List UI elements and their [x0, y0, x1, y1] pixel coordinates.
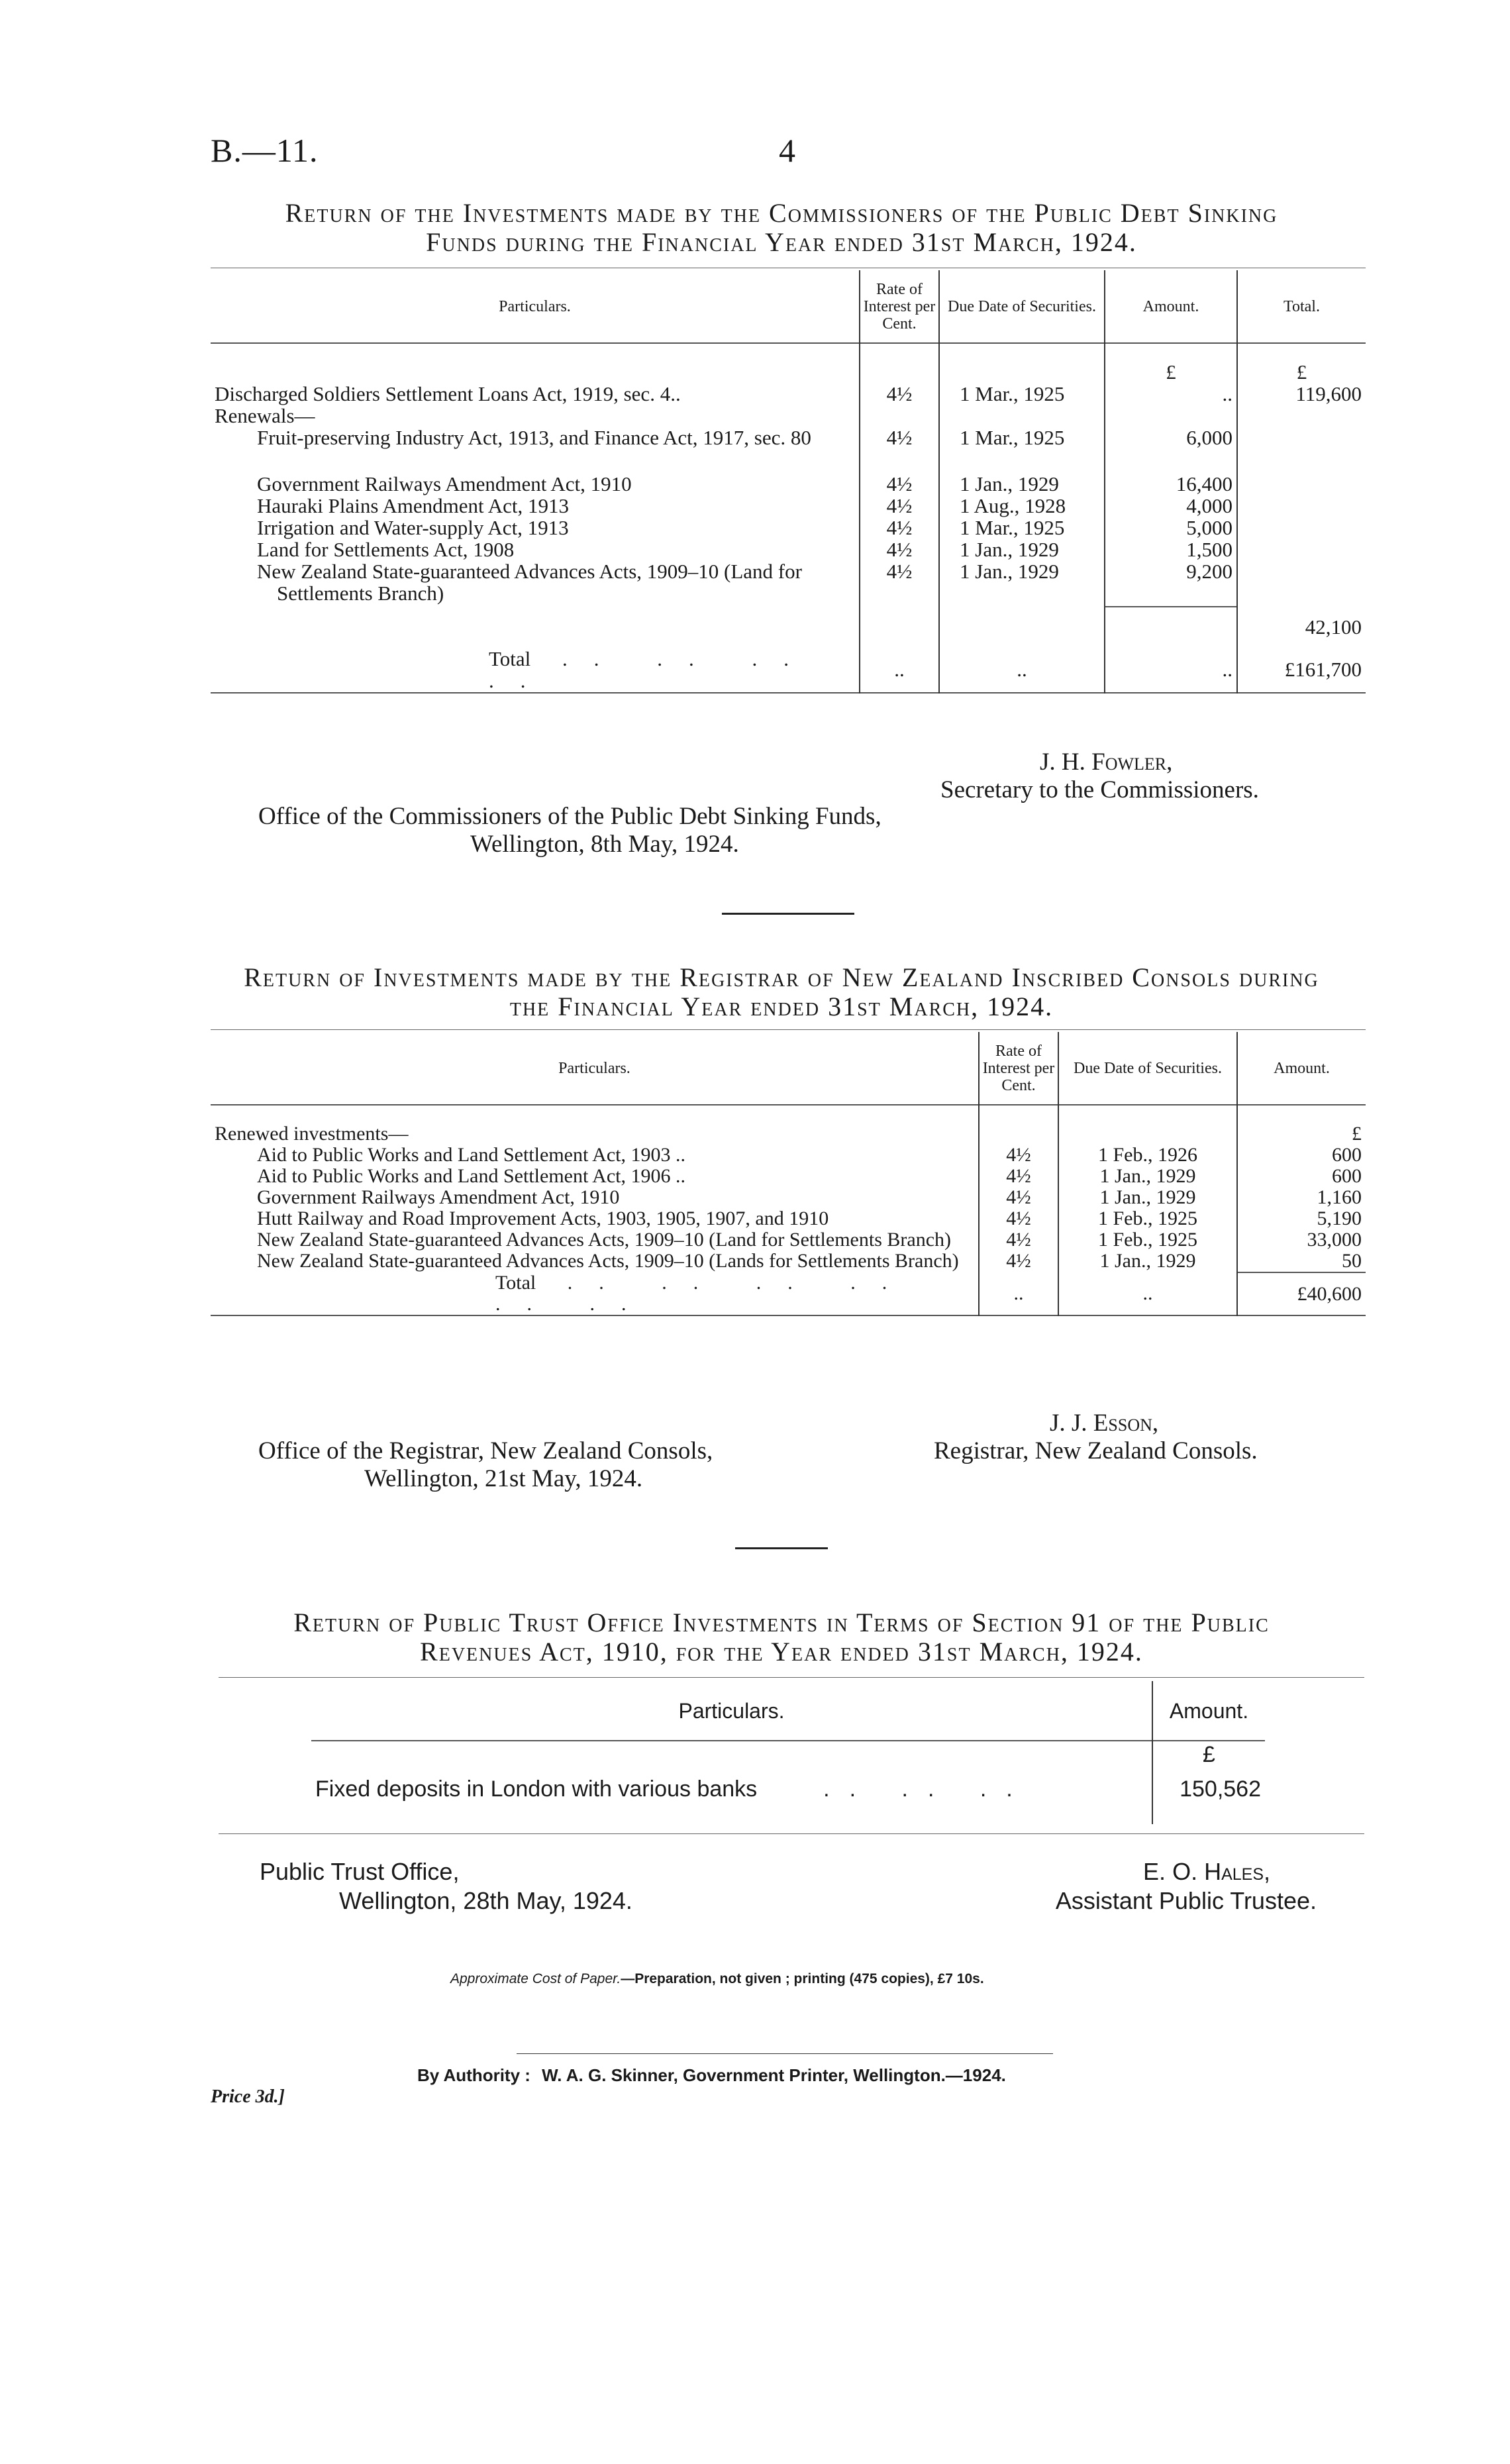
row-particulars: Hutt Railway and Road Improvement Acts, 1903, 1905, 1907, and 1910 — [257, 1207, 829, 1229]
row-due: 1 Aug., 1928 — [939, 495, 1105, 517]
table-row — [211, 1208, 1366, 1229]
table-row — [211, 539, 1366, 560]
sinking-office — [258, 803, 881, 858]
row-due: 1 Jan., 1929 — [939, 560, 1105, 607]
row-total: 119,600 — [1237, 383, 1366, 405]
office-line2: Wellington, 28th May, 1924. — [339, 1887, 632, 1914]
authority-prefix: By Authority : — [417, 2065, 530, 2085]
row-due: 1 Feb., 1925 — [1058, 1208, 1237, 1229]
row-amount: 1,160 — [1237, 1187, 1366, 1208]
table-row — [211, 1187, 1366, 1208]
grand-total: £161,700 — [1237, 646, 1366, 693]
table-row — [211, 517, 1366, 539]
authority-line — [417, 2065, 1006, 2086]
sinking-title-line1: Return of the Investments made by the Commissioners of the Public Debt Sinking — [285, 198, 1278, 228]
row-due: 1 Jan., 1929 — [1058, 1187, 1237, 1208]
office-line1: Office of the Registrar, New Zealand Consols, — [258, 1437, 713, 1464]
currency-symbol: £ — [1105, 343, 1237, 383]
trust-table — [311, 1681, 1265, 1824]
col-due-date: Due Date of Securities. — [939, 270, 1105, 343]
table-row — [211, 383, 1366, 405]
consols-title-line1: Return of Investments made by the Registrar of New Zealand Inscribed Consols during — [244, 962, 1319, 992]
row-particulars: Government Railways Amendment Act, 1910 — [257, 472, 632, 495]
cost-text: —Preparation, not given ; printing (475 copies), £7 10s. — [621, 1971, 984, 1986]
row-particulars: Hauraki Plains Amendment Act, 1913 — [257, 494, 569, 517]
cost-of-paper — [450, 1971, 984, 1987]
signer-title: Registrar, New Zealand Consols. — [934, 1437, 1258, 1464]
row-amount: .. — [1105, 383, 1237, 405]
row-particulars: New Zealand State-guaranteed Advances Acts, 1909–10 (Land for Settlements Branch) — [257, 560, 802, 605]
table-row — [211, 495, 1366, 517]
row-amount: 600 — [1237, 1166, 1366, 1187]
row-particulars: Irrigation and Water-supply Act, 1913 — [257, 516, 569, 539]
col-amount: Amount. — [1237, 1032, 1366, 1105]
col-rate: Rate of Interest per Cent. — [979, 1032, 1058, 1105]
row-due: 1 Jan., 1929 — [939, 539, 1105, 560]
consols-title-line2: the Financial Year ended 31st March, 1924. — [509, 992, 1054, 1021]
table-row — [211, 1229, 1366, 1251]
trust-office — [260, 1857, 632, 1916]
row-rate: 4½ — [860, 495, 939, 517]
row-rate: 4½ — [860, 473, 939, 495]
table-row — [211, 473, 1366, 495]
row-particulars: Aid to Public Works and Land Settlement Act, 1906 .. — [257, 1165, 685, 1187]
row-due: 1 Mar., 1925 — [939, 427, 1105, 473]
section-divider — [722, 913, 854, 915]
row-particulars: Fixed deposits in London with various banks — [315, 1776, 758, 1802]
row-amount: 50 — [1237, 1251, 1366, 1272]
sinking-title-line2: Funds during the Financial Year ended 31st March, 1924. — [426, 227, 1137, 257]
row-particulars: Renewals— — [215, 404, 315, 427]
consols-table — [211, 1032, 1366, 1316]
table-row — [211, 1166, 1366, 1187]
row-amount: 600 — [1237, 1145, 1366, 1166]
page-number: 4 — [779, 132, 795, 169]
row-rate: 4½ — [860, 427, 939, 473]
consols-signature — [934, 1410, 1364, 1465]
table-row: Fixed deposits in London with various banks .. .. .. 150,562 — [311, 1767, 1265, 1811]
row-particulars: Land for Settlements Act, 1908 — [257, 538, 515, 561]
consols-title — [199, 963, 1364, 1021]
table-row — [211, 405, 1366, 427]
sinking-title — [199, 199, 1364, 257]
col-particulars: Particulars. — [558, 1059, 630, 1077]
trust-title — [199, 1608, 1364, 1667]
row-rate: 4½ — [979, 1251, 1058, 1272]
row-due: 1 Feb., 1925 — [1058, 1229, 1237, 1251]
row-particulars: Government Railways Amendment Act, 1910 — [257, 1186, 620, 1208]
total-label: Total — [489, 646, 531, 670]
trust-title-line1: Return of Public Trust Office Investments in Terms of Section 91 of the Public — [293, 1608, 1270, 1637]
trust-title-line2: Revenues Act, 1910, for the Year ended 31st March, 1924. — [420, 1637, 1143, 1667]
sinking-table — [211, 270, 1366, 693]
subtotal: 42,100 — [1237, 607, 1366, 646]
trust-signature — [1025, 1857, 1317, 1916]
row-amount: 16,400 — [1105, 473, 1237, 495]
row-particulars: Renewed investments— — [215, 1123, 409, 1145]
row-amount: 5,190 — [1237, 1208, 1366, 1229]
section-divider — [735, 1547, 828, 1549]
row-rate: 4½ — [979, 1187, 1058, 1208]
row-rate: 4½ — [860, 517, 939, 539]
signer-title: Secretary to the Commissioners. — [940, 776, 1259, 803]
office-line2: Wellington, 21st May, 1924. — [364, 1465, 643, 1492]
col-amount: Amount. — [1105, 270, 1237, 343]
row-particulars: Fruit-preserving Industry Act, 1913, and Finance Act, 1917, sec. 80 — [257, 426, 811, 449]
col-particulars: Particulars. — [499, 297, 571, 315]
row-amount: 6,000 — [1105, 427, 1237, 473]
row-rate: 4½ — [979, 1229, 1058, 1251]
row-rate: 4½ — [860, 560, 939, 607]
row-amount: 9,200 — [1105, 560, 1237, 607]
total-label: Total — [495, 1272, 536, 1294]
signer-name: E. O. Hales, — [1143, 1858, 1270, 1885]
row-due: 1 Feb., 1926 — [1058, 1145, 1237, 1166]
row-rate: 4½ — [860, 539, 939, 560]
currency-symbol: £ — [1152, 1741, 1265, 1767]
row-amount: 1,500 — [1105, 539, 1237, 560]
office-line1: Office of the Commissioners of the Public Debt Sinking Funds, — [258, 803, 881, 830]
col-due-date: Due Date of Securities. — [1058, 1032, 1237, 1105]
authority-text: W. A. G. Skinner, Government Printer, Wellington.—1924. — [542, 2065, 1006, 2085]
col-particulars: Particulars. — [678, 1698, 785, 1723]
grand-total: £40,600 — [1237, 1272, 1366, 1315]
table-row — [211, 1145, 1366, 1166]
cost-label: Approximate Cost of Paper. — [450, 1971, 621, 1986]
table-row — [211, 1251, 1366, 1272]
row-particulars: Discharged Soldiers Settlement Loans Act, 1919, sec. 4.. — [215, 382, 681, 405]
col-amount: Amount. — [1152, 1681, 1265, 1741]
row-due: 1 Mar., 1925 — [939, 517, 1105, 539]
row-due: 1 Jan., 1929 — [939, 473, 1105, 495]
price: Price 3d.] — [211, 2086, 285, 2107]
col-total: Total. — [1237, 270, 1366, 343]
signer-name: J. J. Esson, — [1050, 1410, 1159, 1437]
signer-title: Assistant Public Trustee. — [1055, 1887, 1317, 1914]
currency-symbol: £ — [1237, 343, 1366, 383]
row-amount: 4,000 — [1105, 495, 1237, 517]
row-rate: 4½ — [979, 1208, 1058, 1229]
row-particulars: Aid to Public Works and Land Settlement Act, 1903 .. — [257, 1144, 685, 1166]
row-amount: 33,000 — [1237, 1229, 1366, 1251]
office-line2: Wellington, 8th May, 1924. — [470, 831, 739, 858]
row-rate: 4½ — [979, 1145, 1058, 1166]
table-row — [211, 560, 1366, 607]
row-rate: 4½ — [979, 1166, 1058, 1187]
col-rate: Rate of Interest per Cent. — [860, 270, 939, 343]
signer-name: J. H. Fowler, — [1040, 748, 1173, 776]
office-line1: Public Trust Office, — [260, 1858, 460, 1885]
table-row — [211, 427, 1366, 473]
total-row: Total .. .. .. .. .. .. .. .. £40,600 — [211, 1272, 1366, 1315]
document-reference: B.—11. — [211, 132, 319, 169]
consols-office — [258, 1437, 713, 1493]
row-amount: 150,562 — [1152, 1767, 1265, 1811]
row-due: 1 Mar., 1925 — [939, 383, 1105, 405]
row-amount: 5,000 — [1105, 517, 1237, 539]
row-particulars: New Zealand State-guaranteed Advances Acts, 1909–10 (Lands for Settlements Branch) — [257, 1250, 959, 1272]
row-particulars: New Zealand State-guaranteed Advances Acts, 1909–10 (Land for Settlements Branch) — [257, 1229, 951, 1251]
row-rate: 4½ — [860, 383, 939, 405]
currency-symbol: £ — [1237, 1105, 1366, 1145]
row-due: 1 Jan., 1929 — [1058, 1166, 1237, 1187]
sinking-signature — [940, 748, 1364, 804]
row-due: 1 Jan., 1929 — [1058, 1251, 1237, 1272]
total-row: Total .. .. .. .. .. .. .. £161,700 — [211, 646, 1366, 693]
